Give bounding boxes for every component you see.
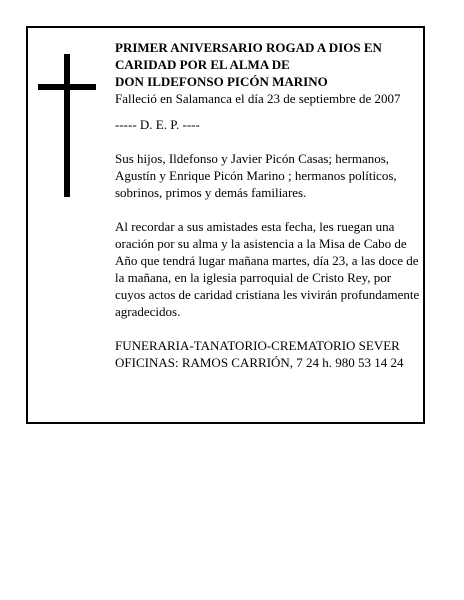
death-date-line: Falleció en Salamanca el día 23 de septiembre de 2007 <box>115 91 401 106</box>
heading-line-2: CARIDAD POR EL ALMA DE <box>115 57 290 72</box>
cross-horizontal-bar <box>38 84 96 90</box>
cross-vertical-bar <box>64 54 70 197</box>
mass-paragraph: Al recordar a sus amistades esta fecha, les ruegan una oración por su alma y la asistencia a la Misa de Cabo de Año que tendrá lugar mañana martes, día 23, a las doce de la mañana, en la iglesia parroquial de Cristo Rey, por cuyos actos de caridad cristiana les vivirán profundamente agradecidos. <box>115 219 420 319</box>
family-paragraph: Sus hijos, Ildefonso y Javier Picón Casas; hermanos, Agustín y Enrique Picón Marino ; hermanos políticos, sobrinos, primos y demás familiares. <box>115 151 397 200</box>
cross-icon <box>38 54 96 197</box>
funeral-home-footer <box>115 337 420 371</box>
heading-line-3: DON ILDEFONSO PICÓN MARINO <box>115 74 328 89</box>
funeral-home-line: FUNERARIA-TANATORIO-CREMATORIO SEVER <box>115 338 400 353</box>
heading-line-1: PRIMER ANIVERSARIO ROGAD A DIOS EN <box>115 40 382 55</box>
notice-content <box>115 39 420 371</box>
rip-line: ----- D. E. P. ---- <box>115 117 200 132</box>
office-address-line: OFICINAS: RAMOS CARRIÓN, 7 24 h. 980 53 14 24 <box>115 355 404 370</box>
notice-heading <box>115 39 420 107</box>
